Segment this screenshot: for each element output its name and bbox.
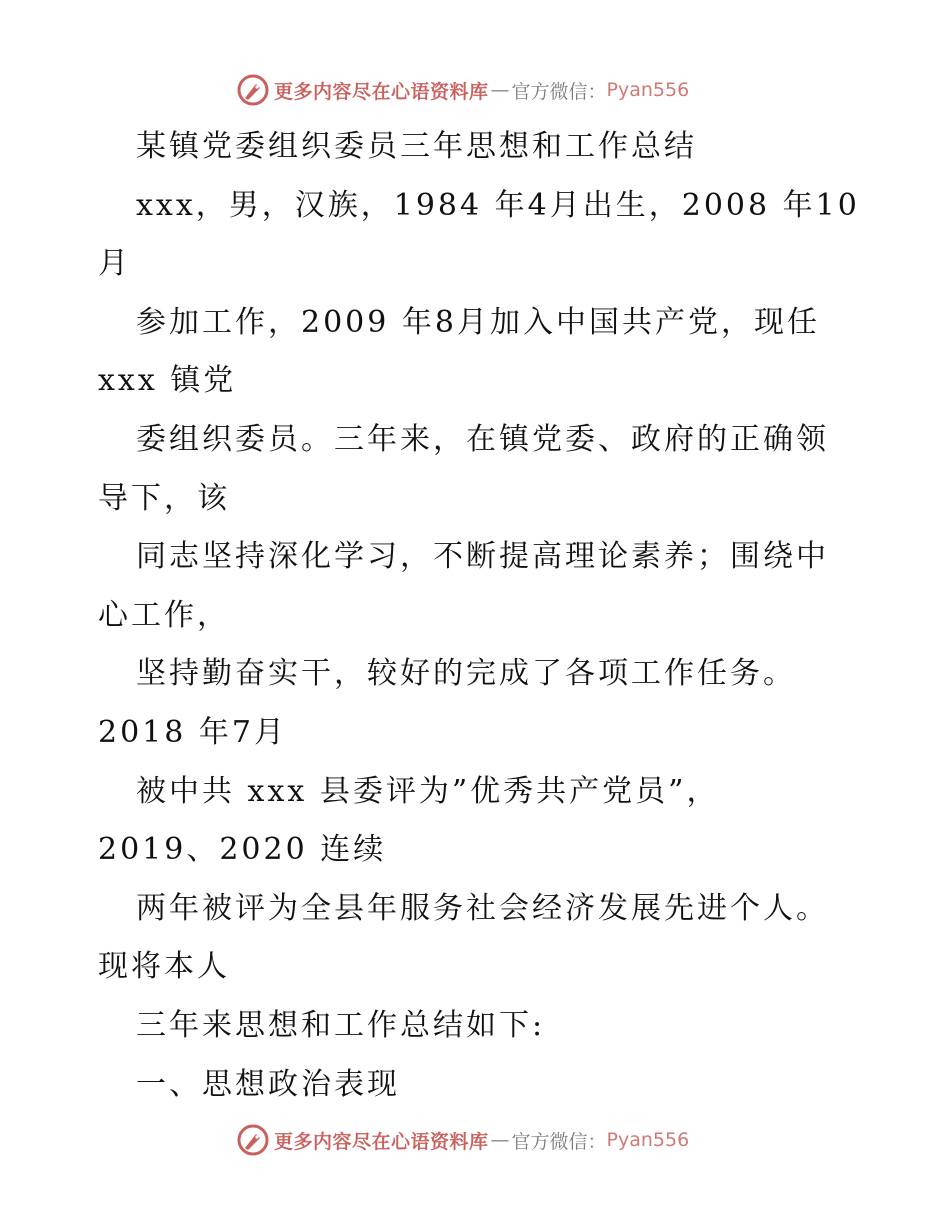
- pen-nib-circle-icon: [236, 73, 270, 107]
- text-line: 三年来思想和工作总结如下:: [136, 1007, 546, 1043]
- text-line: 月: [98, 246, 131, 282]
- text-line: 参加工作，2009 年8月加入中国共产党，现任: [136, 304, 820, 340]
- section-heading: 一、思想政治表现: [136, 1066, 400, 1102]
- watermark-site-text: 更多内容尽在心语资料库: [274, 80, 489, 103]
- watermark-label: 官方微信：: [511, 1130, 607, 1153]
- document-body: [98, 118, 858, 1114]
- text-line: 被中共 xxx 县委评为”优秀共产党员”，: [136, 773, 720, 809]
- text-line: 导下，该: [98, 480, 230, 516]
- watermark-wechat-id: Pyan556: [606, 1129, 690, 1151]
- text-line: xxx 镇党: [98, 363, 237, 399]
- text-line: 2018 年7月: [98, 714, 287, 750]
- text-line: 同志坚持深化学习，不断提高理论素养；围绕中: [136, 539, 829, 575]
- watermark-wechat-id: Pyan556: [606, 79, 690, 101]
- watermark-site-text: 更多内容尽在心语资料库: [274, 1130, 489, 1153]
- watermark-dash: —: [490, 79, 510, 101]
- document-title: 某镇党委组织委员三年思想和工作总结: [136, 129, 697, 164]
- footer-watermark: [236, 1123, 689, 1157]
- text-line: 现将本人: [98, 949, 230, 985]
- pen-nib-circle-icon: [236, 1123, 270, 1157]
- text-line: 坚持勤奋实干，较好的完成了各项工作任务。: [136, 656, 796, 692]
- text-line: 心工作，: [98, 597, 230, 633]
- header-watermark: [236, 73, 689, 107]
- text-line: 委组织委员。三年来，在镇党委、政府的正确领: [136, 421, 829, 457]
- watermark-label: 官方微信：: [511, 80, 607, 103]
- watermark-dash: —: [490, 1129, 510, 1151]
- text-line: 两年被评为全县年服务社会经济发展先进个人。: [136, 890, 829, 926]
- text-line: 2019、2020 连续: [98, 832, 387, 868]
- text-line: xxx，男，汉族，1984 年4月出生，2008 年10: [136, 187, 860, 223]
